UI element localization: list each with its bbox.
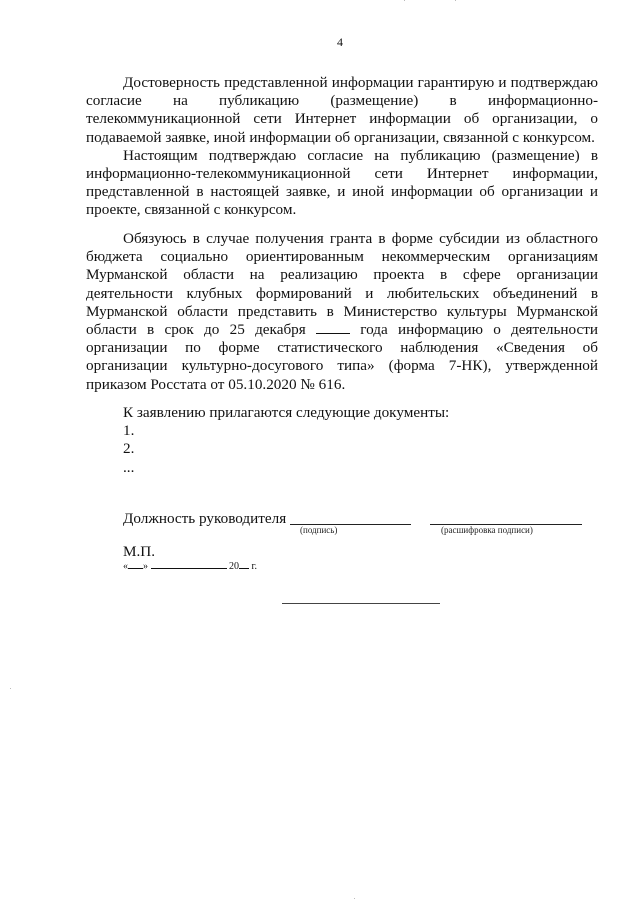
date-day-blank — [128, 560, 143, 569]
section-divider — [282, 603, 440, 604]
date-month-blank — [151, 560, 227, 569]
attachments-heading: К заявлению прилагаются следующие документы: — [123, 404, 450, 421]
scan-mark — [404, 0, 405, 1]
signature-caption: (подпись) — [300, 525, 338, 535]
decoding-caption: (расшифровка подписи) — [441, 525, 533, 535]
date-line — [123, 560, 257, 573]
date-year-prefix: 20 — [229, 561, 239, 572]
scan-mark — [455, 0, 456, 1]
date-year-blank — [239, 560, 249, 569]
obligation-text-start: Обязуюсь в случае получения гранта в форме субсидии из областного бюджета социально ориентированным некоммерческим организациям Мурманской области на реализацию проекта в сфере организации деятельности клубных формирований и любительских объединений в Мурманской области представить в Министерство культуры Мурманской области в срок до 25 декабря — [86, 230, 598, 339]
paragraph-obligation — [86, 230, 598, 394]
attachment-item-2: 2. — [123, 440, 135, 457]
scan-mark — [10, 688, 11, 689]
position-label: Должность руководителя — [123, 510, 287, 527]
paragraph-publication-consent: Настоящим подтверждаю согласие на публикацию (размещение) в информационно-телекоммуникационной сети Интернет информации, представленной в настоящей заявке, и иной информации об организации и проекте, связанной с конкурсом. — [86, 146, 598, 219]
date-quote-close: » — [143, 561, 148, 572]
paragraph-reliability-consent: Достоверность представленной информации гарантирую и подтверждаю согласие на публикацию (размещение) в информационно-телекоммуникационной сети Интернет информации об организации, о подаваемой заявке, иной информации об организации, связанной с конкурсом. — [86, 74, 598, 146]
attachment-item-1: 1. — [123, 422, 135, 439]
scan-mark — [354, 898, 355, 899]
date-quote-open: « — [123, 561, 128, 572]
attachment-item-more: ... — [123, 459, 135, 476]
stamp-label: М.П. — [123, 543, 156, 560]
obligation-text-end: года информацию о деятельности организации по форме статистического наблюдения «Сведения об организации культурно-досугового типа» (форма 7-НК), утвержденной приказом Росстата от 05.10.2020 № 616. — [86, 321, 598, 393]
page-number: 4 — [337, 35, 343, 49]
year-blank-line — [316, 321, 350, 334]
consent-section — [86, 74, 598, 220]
obligation-section — [86, 230, 598, 394]
date-year-suffix: г. — [251, 561, 257, 572]
